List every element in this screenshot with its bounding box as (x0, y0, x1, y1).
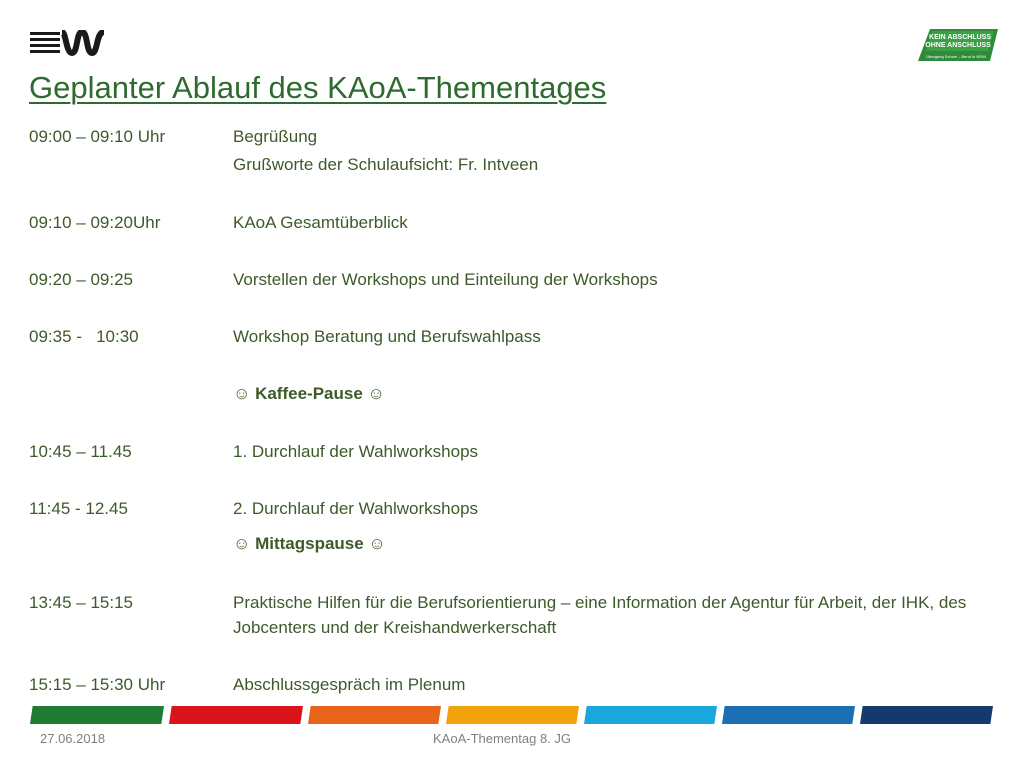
color-bar-2 (169, 706, 303, 724)
schedule-item: KAoA Gesamtüberblick (233, 213, 408, 232)
schedule-time: 09:10 – 09:20Uhr (29, 213, 161, 232)
schedule-item: Abschlussgespräch im Plenum (233, 675, 466, 694)
schedule-time: 09:20 – 09:25 (29, 270, 133, 289)
schedule-item: 2. Durchlauf der Wahlworkshops (233, 499, 479, 518)
color-bar-5 (584, 706, 717, 724)
logo-line-1: KEIN ABSCHLUSS (929, 34, 991, 41)
footer-title: KAoA-Thementag 8. JG (433, 731, 572, 746)
school-logo (30, 30, 108, 56)
schedule-time: 09:00 – 09:10 Uhr (29, 127, 166, 146)
color-bar-4 (446, 706, 579, 724)
color-bar-6 (722, 706, 855, 724)
schedule-time: 10:45 – 11.45 (29, 442, 132, 461)
schedule-item: Praktische Hilfen für die Berufsorientierung – eine Information der Agentur für Arbeit, der IHK, des Jobcenters und der Kreishandwerkerschaft (233, 593, 967, 637)
slide-title: Geplanter Ablauf des KAoA-Thementages (29, 70, 607, 105)
coffee-break-label: ☺ Kaffee-Pause ☺ (233, 384, 385, 403)
lunch-break-label: ☺ Mittagspause ☺ (233, 534, 386, 553)
schedule-item: Workshop Beratung und Berufswahlpass (233, 327, 541, 346)
kein-abschluss-logo (918, 28, 998, 62)
logo-line-3: Übergang Schule – Beruf in NRW (926, 54, 986, 59)
schedule-item: Grußworte der Schulaufsicht: Fr. Intveen (233, 155, 539, 174)
schedule-time: 15:15 – 15:30 Uhr (29, 675, 166, 694)
schedule-item: Vorstellen der Workshops und Einteilung der Workshops (233, 270, 658, 289)
logo-line-2: OHNE ANSCHLUSS (925, 42, 991, 49)
schedule-item: Begrüßung (233, 127, 318, 146)
schedule-time: 13:45 – 15:15 (29, 593, 133, 612)
color-bar-1 (30, 706, 164, 724)
color-bar-3 (308, 706, 441, 724)
schedule-item: 1. Durchlauf der Wahlworkshops (233, 442, 479, 461)
schedule-time: 09:35 - 10:30 (29, 327, 139, 346)
schedule-time: 11:45 - 12.45 (29, 499, 128, 518)
footer-date: 27.06.2018 (40, 731, 106, 746)
color-bar-7 (860, 706, 993, 724)
